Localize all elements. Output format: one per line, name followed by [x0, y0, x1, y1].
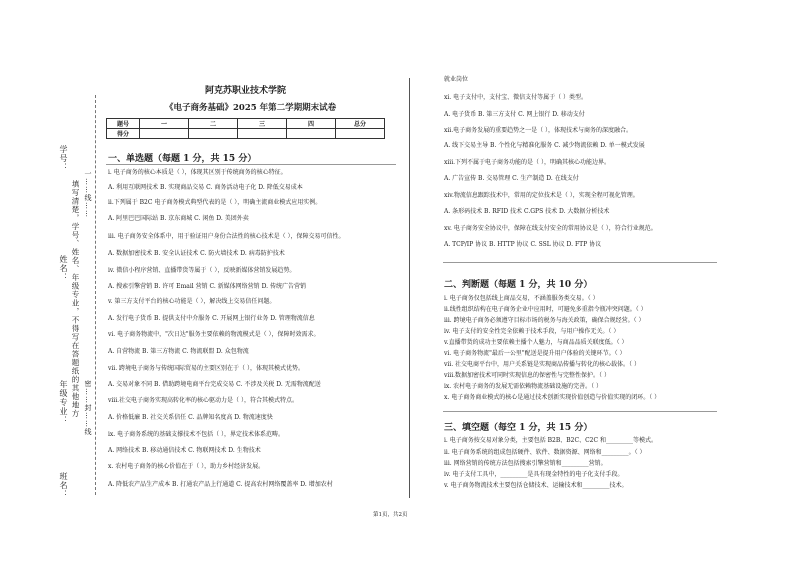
score-table: [106, 118, 385, 139]
margin-name-label: 姓名：: [59, 255, 68, 282]
question-line: A. 价格低廉 B. 社交关系信任 C. 品牌知名度高 D. 物流速度快: [108, 414, 273, 421]
section2-title: 二、判断题（每题 1 分，共 10 分）: [444, 280, 593, 290]
question-line: xv. 电子商务安全协议中，保障在线支付安全的常用协议是（ ），符合行业规范。: [444, 225, 657, 232]
question-line: 就业岗位: [444, 76, 469, 83]
question-line: iii. 网络营销的传统方法包括搜索引擎营销和_________营销。: [444, 460, 607, 467]
section1-rule: [106, 164, 396, 165]
question-line: viii.数据加密技术可同时实现信息的保密性与完整性保护。（ ）: [444, 372, 610, 379]
score-cell[interactable]: [238, 129, 287, 139]
score-cell[interactable]: [336, 129, 385, 139]
question-line: i. 电子商务的核心本质是（ ），体现其区别于传统商务的核心特征。: [108, 169, 287, 176]
score-cell: 四: [287, 119, 336, 129]
question-line: A. 线下交易主导 B. 个性化与精准化服务 C. 减少物流依赖 D. 单一模式发展: [444, 142, 645, 149]
question-line: A. 阿里巴巴国际站 B. 京东商城 C. 闲鱼 D. 美团外卖: [108, 215, 249, 222]
question-line: x. 电子商务商业模式的核心是通过技术创新实现价值创造与价值实现的闭环。（ ）: [444, 394, 661, 401]
question-line: ii.线性组织结构在电子商务企业中应用时，可避免多重指令瓶冲突问题。（ ）: [444, 306, 647, 313]
question-line: xiii.下列不属于电子商务功能的是（ ），明确其核心功能边界。: [444, 159, 610, 166]
section2-top-rule: [443, 262, 717, 263]
question-line: A. 广告宣传 B. 交易管理 C. 生产制造 D. 在线支付: [444, 175, 579, 182]
score-cell[interactable]: [287, 129, 336, 139]
question-line: A. 自营物流 B. 第三方物流 C. 物流联盟 D. 众包物流: [108, 348, 249, 355]
question-line: iii. 跨境电子商务必须遵守目标市场的税务与海关政策，确保合规经营。（ ）: [444, 317, 645, 324]
question-line: A. 网络技术 B. 移动通信技术 C. 物联网技术 D. 生物技术: [108, 447, 261, 454]
section1-title: 一、单选题（每题 1 分，共 15 分）: [108, 154, 257, 164]
question-line: A. 条形码技术 B. RFID 技术 C.GPS 技术 D. 大数据分析技术: [444, 208, 610, 215]
section3-top-rule: [443, 411, 717, 412]
score-cell: 二: [189, 119, 238, 129]
score-table-header-row: [107, 119, 385, 129]
question-line: v.直播带货的成功主要依赖主播个人魅力，与商品品质关联度低。（ ）: [444, 339, 628, 346]
column-divider: [409, 78, 410, 498]
question-line: i. 电子商务仅包括线上商品交易，不涵盖服务类交易。（ ）: [444, 295, 599, 302]
question-line: vii. 跨境电子商务与传统国际贸易的主要区别在于（ ），体现其模式优势。: [108, 365, 304, 372]
margin-class-label: 班名：: [59, 472, 68, 499]
question-line: A. 电子货币 B. 第三方支付 C. 网上银行 D. 移动支付: [444, 111, 585, 118]
question-line: iv. 电子支付的安全性完全依赖于技术手段，与用户操作无关。（ ）: [444, 328, 620, 335]
margin-student-id-label: 学号：: [59, 145, 68, 172]
question-line: vi. 电子商务物流"最后一公里"配送是提升用户体验的关键环节。（ ）: [444, 350, 626, 357]
question-line: iii. 电子商务安全体系中，用于验证用户身份合法性的核心技术是（ ），保障交易可信性。: [108, 233, 345, 240]
question-line: A. 数据加密技术 B. 安全认证技术 C. 防火墙技术 D. 病毒防护技术: [108, 250, 285, 257]
exam-title: 《电子商务基础》2025 年第二学期期末试卷: [165, 103, 337, 113]
question-line: A. 搜索引擎营销 B. 许可 Email 营销 C. 新媒体网络营销 D. 传统广告营销: [108, 283, 306, 290]
question-line: v. 第三方支付平台的核心功能是（ ），解决线上交易信任问题。: [108, 298, 276, 305]
page-number: 第1页，共2页: [373, 512, 408, 518]
score-cell[interactable]: [189, 129, 238, 139]
question-line: ix. 农村电子商务的发展无需依赖物流基础设施的完善。（ ）: [444, 383, 603, 390]
question-line: A. 发行电子货币 B. 提供支付中介服务 C. 开展网上银行业务 D. 管理物流信息: [108, 315, 315, 322]
question-line: ii.下列属于 B2C 电子商务模式典型代表的是（ ），明确主流商业模式应用实例。: [108, 199, 322, 206]
score-cell: 题号: [107, 119, 140, 129]
school-name: 阿克苏职业技术学院: [205, 86, 287, 96]
margin-fold-text: 一……线……: [84, 170, 92, 218]
binding-dashed-line: [95, 95, 96, 495]
score-cell: 三: [238, 119, 287, 129]
score-cell: 总分: [336, 119, 385, 129]
question-line: A. 利用互联网技术 B. 实现商品交易 C. 商务活动电子化 D. 降低交易成本: [108, 184, 303, 191]
question-line: xi. 电子支付中，支付宝、微信支付等属于（ ）类型。: [444, 94, 588, 101]
question-line: ii. 电子商务系统的组成包括硬件、软件、数据资源、网络和_________。（ ）: [444, 449, 646, 456]
question-line: A. 交易对象不同 B. 借助跨境电商平台完成交易 C. 不涉及关税 D. 无需物流配送: [108, 381, 321, 388]
question-line: v. 电子商务物流技术主要包括仓储技术、运输技术和_________技术。: [444, 482, 628, 489]
score-cell[interactable]: [140, 129, 189, 139]
question-line: xii.电子商务发展的重要趋势之一是（ ），体现技术与商务的深度融合。: [444, 127, 633, 134]
section3-title: 三、填空题（每空 1 分，共 15 分）: [444, 423, 593, 433]
score-table-score-row: [107, 129, 385, 139]
question-line: A. 降低农产品生产成本 B. 打通农产品上行通道 C. 提高农村网络覆盖率 D. 增加农村: [108, 481, 333, 488]
margin-seal-text: 密……封……线: [84, 380, 92, 436]
score-cell: 得分: [107, 129, 140, 139]
question-line: A. TCP/IP 协议 B. HTTP 协议 C. SSL 协议 D. FTP 协议: [444, 241, 602, 248]
score-cell: 一: [140, 119, 189, 129]
margin-grade-major-label: 年级专业：: [59, 380, 68, 425]
question-line: xiv.物流信息跟踪技术中，常用的定位技术是（ ），实现全程可视化管理。: [444, 192, 639, 199]
question-line: vii. 社交电商平台中，用户关系链是实现商品传播与转化的核心载体。（ ）: [444, 361, 640, 368]
question-line: vi. 电子商务物流中，"次日达"服务主要依赖的物流模式是（ ），保障时效需求。: [108, 331, 320, 338]
question-line: ix. 电子商务系统的基础支撑技术不包括（ ），界定技术体系范畴。: [108, 431, 285, 438]
question-line: iv. 微信小程序营销、直播带货等属于（ ），反映新媒体营销发展趋势。: [108, 267, 296, 274]
question-line: iv. 电子支付工具中，_________是具有现金特性的电子化支付手段。: [444, 471, 624, 478]
margin-notice: 填写清楚，学号、姓名、年级专业，不得写在答题纸的其他地方: [71, 180, 80, 418]
question-line: i. 电子商务按交易对象分类，主要包括 B2B、B2C、C2C 和_________等模式。: [444, 437, 658, 444]
question-line: viii.社交电子商务实现高转化率的核心驱动力是（ ），符合其模式特点。: [108, 397, 298, 404]
question-line: x. 农村电子商务的核心价值在于（ ），助力乡村经济发展。: [108, 463, 265, 470]
